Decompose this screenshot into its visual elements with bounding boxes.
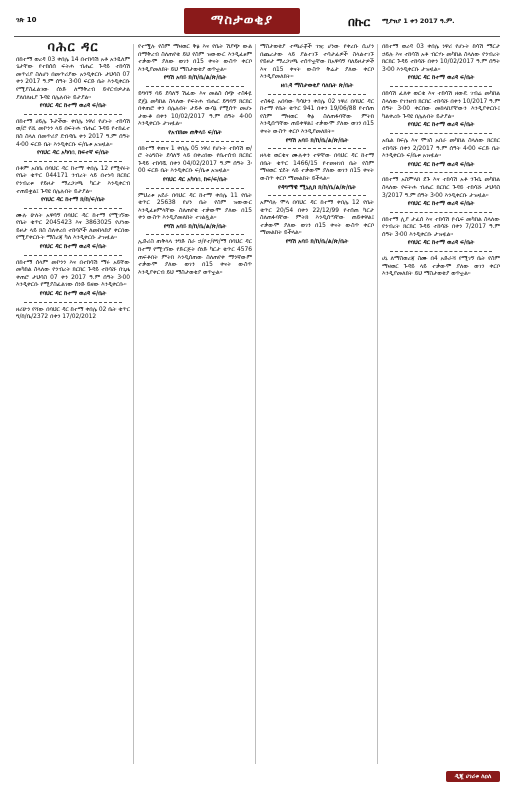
notice <box>16 213 130 252</box>
notice-body: ዘሪሁን የሻው በባህር ዳር ከተማ ቀበሌ 02 ቤት ቁጥር ግ/ከ/ቤ/2372 በቀን 17/02/2012 <box>16 306 130 321</box>
city-heading: ባሕር ዳር <box>47 40 99 55</box>
notice <box>16 307 130 322</box>
notice-signature: የባህር ዳር ከተማ ወረዳ ፍ/ቤት <box>407 122 475 129</box>
notice-divider <box>146 86 244 87</box>
notice-signature: የባህር ዳር ከተማ ወረዳ ፍ/ቤት <box>39 244 107 251</box>
notice <box>138 146 252 185</box>
notice-body: አቤል ክፍሌ እና ሞገስ አበራ መካከል ስላለው ክርክር ተከሳሹ በቀን 2/2017 ዓ.ም ሰዓት 4፡00 ፍርድ ቤት እንዲቀርቡ ፍ/ቤቱ አዝዟል። <box>382 137 500 160</box>
notice-divider <box>24 114 122 115</box>
notice-body: ኢድሪስ ጠቅላላ ንግድ ስራ ኃ/የተ/የግ/ማ በባህር ዳር ከተማ የሚገኘው የድርጅት ሰነድ ካርታ ቁጥር 4576 ጠፍቶበት ምትክ እንዲሰጠው ስለጠየቀ ማንኛውም ተቃውሞ ያለው ወገን በ15 ቀናት ውስጥ እንዲያቀርብ ይህ ማስታወቂያ ወጥቷል። <box>138 239 252 276</box>
notice-signature: ዘቢዳ ማስታወቂያ ባለቤት ጽ/ቤት <box>280 82 354 89</box>
notice-body: ሙሉ ሁለት አዋሳኝ በባህር ዳር ከተማ የሚገኘው የቤት ቁጥር 2045423 እና 3863025 የሆነው ይዞታ ላይ ክስ ስለቀረበ ተከሳሾች ለመከላከያ ቀርበው የሚያቀርቡት ማስረጃ ካለ እንዲቀርቡ ታዝዟል። <box>16 212 130 242</box>
notice-body: በከተማ አስምላክ ደጉ እና ተከሳሽ አቶ ንጉሴ መካከል ስላለው የፍትሐ ብሔር ክርክር ጉዳይ ተከሳሹ ታህሳስ 3/2017 ዓ.ም ሰዓት 3፡00 እንዲቀርቡ ታዝዟል። <box>382 177 500 199</box>
notice-signature: የዳግማዊ ሚኒሊክ ክ/ከ/ቤ/ል/ጽ/ቤት <box>277 184 357 191</box>
notice-signature: የባህር ዳር ከተማ ወረዳ ፍ/ቤት <box>407 201 475 208</box>
notice-signature: የባህር ዳር አካባቢ ከፍተኛ ፍ/ቤት <box>37 150 109 157</box>
notice-divider <box>24 302 122 303</box>
paper-name: በኩር <box>348 15 371 29</box>
header-rule <box>14 36 500 37</box>
notice-signature: የግሽ አባይ ክ/ከ/ቤ/ል/ጽ/ቤት <box>163 75 227 82</box>
notice <box>260 44 374 91</box>
notice-body: አምሳሉ ሞላ በባህር ዳር ከተማ ቀበሌ 12 የቤት ቁጥር 20/54 በቀን 22/12/99 የተሰጠ ካርታ ስለጠፋባቸው ምትክ እንዲሰጣቸው ጠይቀዋል፤ ተቃውሞ ያለው ወገን በ15 ቀናት ውስጥ ቀርቦ ማመልከት ይችላል። <box>260 200 374 237</box>
notice-body: ተስፋዬ አበባው ካሳሁን ቀበሌ 02 ነዋሪ በባህር ዳር ከተማ የቤት ቁጥር 941 በቀን 19/06/88 የተሰጠ የስም ማዛወር ቅፅ ስለጠፋባቸው ምትክ እንዲሰጣቸው ጠይቀዋል፤ ተቃውሞ ያለው ወገን በ15 ቀናት ውስጥ ቀርቦ እንዲያመለክት። <box>260 98 374 135</box>
notice <box>16 166 130 205</box>
issue-date: ሚያዝያ 1 ቀን 2017 ዓ.ም. <box>382 17 455 25</box>
notice-divider <box>390 251 492 252</box>
notice-divider <box>146 234 244 235</box>
notice-divider <box>390 172 492 173</box>
notice-divider <box>268 94 366 95</box>
notice-divider <box>390 86 492 87</box>
notice-body: ዘላቂ ወርቁና ሙሉቀን ተዋቸው በባህር ዳር ከተማ በቤት ቁጥር 1466/15 የተመዘገበ ቤት የስም ማዛወር ሂደት ላይ ተቃውሞ ያለው ወገን በ15 ቀናት ውስጥ ቀርቦ ማመልከት ይችላል። <box>260 153 374 182</box>
notice-body: በከተማ ቀጠና 1 ቀበሌ 05 ነዋሪ የሆኑት ተከሳሽ ወ/ሮ ትዕግስት ደሳለኝ ላይ በቀረበው የቤተሰብ ክርክር ጉዳይ ተከሳሿ በቀን 04/02/2017 ዓ.ም ሰዓት 3፡00 ፍርድ ቤት እንዲቀርቡ ፍ/ቤቱ አዝዟል። <box>138 145 252 175</box>
notice-divider <box>24 208 122 209</box>
notice <box>138 91 252 138</box>
notice-body: በከተማ ወረዳ 03 ቀበሌ 14 በተከሳሽ አቶ አንዷለም ጌታቸው የተከሰሰ ፍትሐ ብሔር ጉዳይ ተከሳሽ መጥሪያ ስለሆነ በመጥሪያው አንዲቀርቡ ታህሳስ 07 ቀን 2017 ዓ.ም ሰዓት 3፡00 ፍርድ ቤት እንዲቀርቡ የሚያስፈልገው ሰነድ ለማቅረብ ይኖርብዎታል ያለበለዚያ ጉዳዩ በሌሉበት ይታያል። <box>16 56 130 101</box>
notice-signature: የባህር ዳር ከተማ ክ/ከ/ፍ/ቤት <box>40 197 106 204</box>
column-divider <box>377 44 378 764</box>
column-divider <box>255 44 256 764</box>
notice-signature: የባህር ዳር ከተማ ወረዳ ፍ/ቤት <box>407 161 475 168</box>
notice-divider <box>268 148 366 149</box>
notice-divider <box>146 141 244 142</box>
column-1 <box>16 40 130 325</box>
notice <box>260 153 374 192</box>
notice-divider <box>24 255 122 256</box>
notice-body: ይግባኝ ባይ ደሳለኝ ሽፈው እና መልስ ሰጭ ተስፋዬ ደጀኔ መካከል ስላለው የፍትሐ ብሔር ይግባኝ ክርክር በቀጠሮ ቀን በሌሉበት ታይቶ ውሳኔ የሚሰጥ መሆኑ ታውቆ በቀን 10/02/2017 ዓ.ም ሰዓት 4፡00 እንዲቀርቡ ታዝዟል። <box>138 90 252 128</box>
column-3 <box>260 44 374 250</box>
notice-signature: የባህር ዳር ከተማ ወረዳ ፍ/ቤት <box>39 291 107 298</box>
notice-divider <box>24 161 122 162</box>
newspaper-page <box>14 8 500 784</box>
notice-body: በከሳሽ ፈለቀ ወርቁ እና ተከሳሽ ዘውዴ ገብሬ መካከል ስላለው የገንዘብ ክርክር ተከሳሹ በቀን 10/2017 ዓ.ም ሰዓት 3፡00 ቀርበው መከላከያቸውን እንዲያቀርቡ፤ ካልቀረቡ ጉዳዩ በሌሉበት ይታያል። <box>382 90 500 120</box>
notice-body: በከተማ ሀይሌ ጉታችው ቀበሌ ነዋሪ የሆኑት ተከሳሽ ወ/ሮ የሺ መኮንን ላይ በፍትሐ ብሔር ጉዳይ የተከፈተ ክስ ስላለ በመጥሪያ ደብዳቤ ቀን 2017 ዓ.ም ሰዓት 4፡00 ፍርድ ቤት እንዲቀርቡ ፍ/ቤቱ አዝዟል። <box>16 118 130 148</box>
notice-body: ሀኒ ለማስወረጃ ስሙ በ4 አድራሻ የሚገኝ ቤት የስም ማዛወር ጉዳይ ላይ ተቃውሞ ያለው ወገን ቀርቦ እንዲያመለክት ይህ ማስታወቂያ ወጥቷል። <box>382 256 500 278</box>
notice <box>382 256 500 279</box>
notice <box>260 99 374 146</box>
notice-body: ማስታወቂያ ተጫራቾች ገዢ ሆነው የቀረቡ ሲሆን በጨረታው ላይ ያልተገኙ ተሳታፊዎች ስላልተገኙ የይዞታ ማረጋገጫ ተሰጥቷቸው ከአዋሳኝ ባለይዞታዎች እና በ15 ቀናት ውስጥ ቅሬታ ያለው ቀርቦ እንዲያመለክት። <box>260 44 374 81</box>
notice-body: በከተማ ሰላም መኮንን እና በተከሳሽ ማሩ አይቸው መካከል ስላለው የንብረት ክርክር ጉዳይ ተከሳሹ በጊዜ ቀጠሮ ታህሳስ 07 ቀን 2017 ዓ.ም ሰዓት 3፡00 እንዲቀርቡ የሚያስፈልገው ሰነድ ይዘው እንዲቀርቡ። <box>16 259 130 289</box>
column-divider <box>133 44 134 764</box>
section-title: ማስታወቂያ <box>210 13 274 28</box>
page-header <box>14 8 500 36</box>
notice-signature: የአብክመ ጠቅላይ ፍ/ቤት <box>168 129 222 136</box>
notice <box>138 239 252 277</box>
notice <box>382 44 500 83</box>
notice-divider <box>146 188 244 189</box>
notice-signature: የባህር ዳር ከተማ ወረዳ ፍ/ቤት <box>407 75 475 82</box>
notice-divider <box>268 195 366 196</box>
notice-signature: የባህር ዳር ከተማ ወረዳ ፍ/ቤት <box>407 240 475 247</box>
notice-body: በቶም አበቤ በባህር ዳር ከተማ ቀበሌ 12 የሚኖሩት የቤት ቁጥር 044171 ንብረት ላይ በተነሳ ክርክር የንብረቱ የይዞታ ማረጋገጫ ካርታ እንዲቀርብ ተጠይቋል፤ ጉዳዩ በሌሉበት ይታያል። <box>16 165 130 195</box>
notice-body: በከተማ ሊያ ታፈሰ እና ተከሳሽ ዮሴፍ መካከል ስላለው የንብረት ክርክር ጉዳይ ተከሳሹ በቀን 7/2017 ዓ.ም ሰዓት 3፡00 እንዲቀርቡ ታዝዟል። <box>382 216 500 238</box>
notice-signature: የባህር ዳር አካባቢ ከፍ/ፍ/ቤት <box>162 176 228 183</box>
footer-tag-text: ዲጂ ሀገሪቱ ለዐለ <box>454 773 492 780</box>
page-number: ገጽ 10 <box>16 16 37 24</box>
notice <box>382 138 500 169</box>
notice-body: የተሟሉ የስም ማዛወር ቅፅ እና የቤት ሽያጭ ውል በማቅረብ ስለጠየቁ ይህ የስም ዝውውር እንዲፈፀም ተቃውሞ ያለው ወገን በ15 ቀናት ውስጥ ቀርቦ እንዲያመለክት ይህ ማስታወቂያ ወጥቷል። <box>138 44 252 73</box>
column-2 <box>138 44 252 280</box>
notice-signature: የግሽ አባይ ክ/ከ/ቤ/ል/ጽ/ቤት <box>163 223 227 230</box>
notice-body: በከተማ ወረዳ 03 ቀበሌ ነዋሪ የሆኑት ከሳሽ ማርታ ኃይሉ እና ተከሳሽ አቶ ብርሃኑ መካከል ስላለው የንብረት ክርክር ጉዳይ ተከሳሹ በቀን 10/02/2017 ዓ.ም ሰዓት 3፡00 እንዲቀርቡ ታዝዟል። <box>382 44 500 73</box>
notice <box>382 217 500 248</box>
notice-divider <box>390 133 492 134</box>
footer-tag <box>446 771 500 782</box>
notice <box>16 57 130 111</box>
notice-divider <box>390 212 492 213</box>
notice <box>138 193 252 232</box>
notice-body: ምህረቱ አደራ በባህር ዳር ከተማ ቀበሌ 11 የቤት ቁጥር 25638 የሆነ ቤት የስም ዝውውር እንዲፈፀምላቸው ስለጠየቁ ተቃውሞ ያለው በ15 ቀን ውስጥ እንዲያመለክት ተገልጿል። <box>138 192 252 222</box>
notice <box>382 177 500 208</box>
notice <box>138 44 252 83</box>
notice <box>16 260 130 299</box>
notice-signature: የባህር ዳር ከተማ ወረዳ ፍ/ቤት <box>39 103 107 110</box>
notice <box>260 200 374 247</box>
column-4 <box>382 44 500 282</box>
section-banner <box>184 8 300 34</box>
notice-signature: የግሽ አባይ ክ/ከ/ቤ/ል/ጽ/ቤት <box>285 239 349 246</box>
notice-signature: የግሽ አባይ ክ/ከ/ቤ/ል/ጽ/ቤት <box>285 137 349 144</box>
notice <box>382 91 500 130</box>
notice <box>16 119 130 158</box>
